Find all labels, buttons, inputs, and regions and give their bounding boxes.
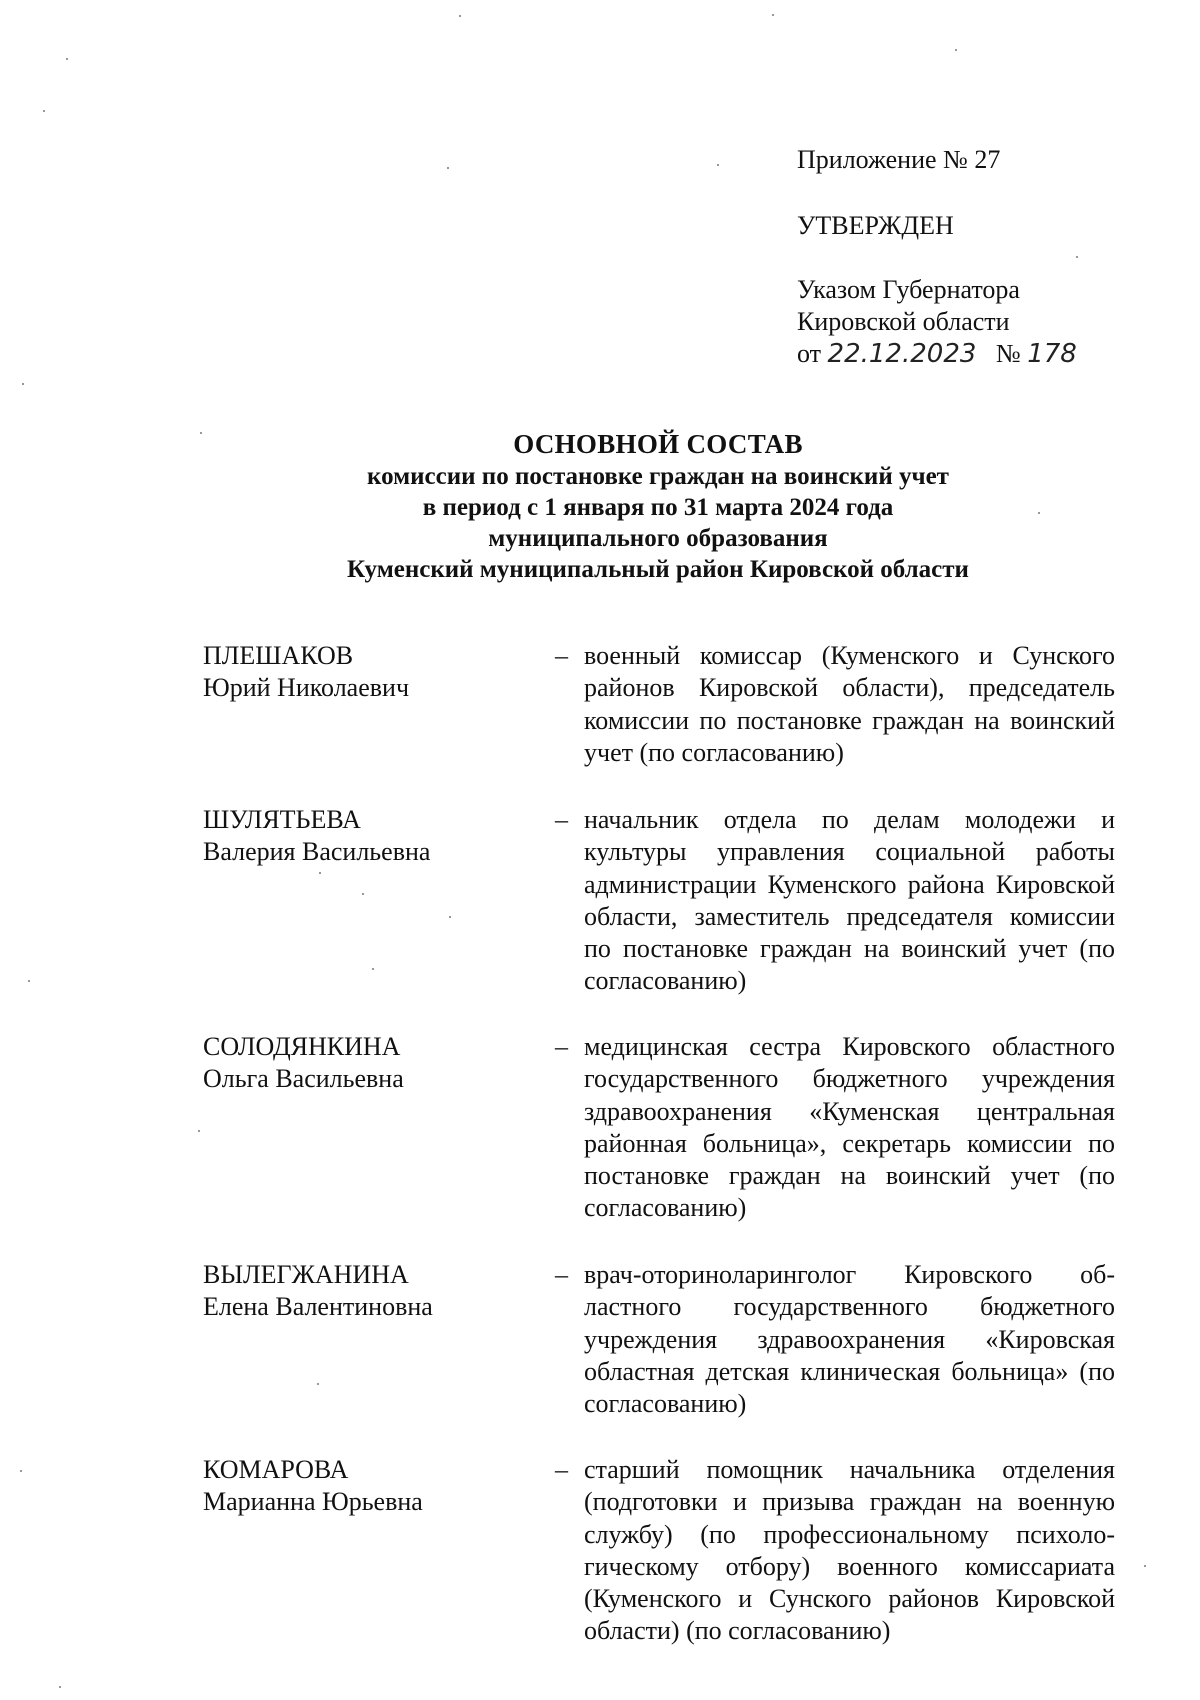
- scan-speck: [22, 383, 24, 385]
- member-name: [203, 640, 503, 704]
- member-surname: ПЛЕШАКОВ: [203, 641, 354, 670]
- member-given-names: Юрий Николаевич: [203, 673, 410, 702]
- title-line-3: муниципального образования: [488, 525, 828, 552]
- scan-speck: [28, 980, 30, 982]
- separator-dash: –: [555, 641, 568, 670]
- handwritten-date: 22.12.2023: [827, 339, 977, 369]
- scan-speck: [66, 58, 68, 60]
- scan-speck: [200, 432, 202, 434]
- separator-dash: –: [555, 1455, 568, 1484]
- member-surname: ВЫЛЕГЖАНИНА: [203, 1260, 409, 1289]
- title-line-2: в период с 1 января по 31 марта 2024 года: [422, 494, 894, 521]
- separator-dash: –: [555, 805, 568, 834]
- title-line-4: Куменский муниципальный район Кировской области: [347, 556, 969, 583]
- decree-line-2: Кировской области: [797, 307, 1010, 336]
- separator-dash: –: [555, 1032, 568, 1061]
- scan-speck: [20, 1470, 22, 1472]
- scan-speck: [1038, 512, 1040, 514]
- scan-speck: [717, 164, 719, 166]
- date-prefix: от: [797, 339, 822, 368]
- appendix-number: Приложение № 27: [797, 145, 1001, 174]
- member-name: [203, 1454, 503, 1518]
- member-given-names: Марианна Юрьевна: [203, 1487, 423, 1516]
- approved-label: УТВЕРЖДЕН: [797, 211, 954, 240]
- handwritten-number: 178: [1027, 339, 1077, 369]
- separator-dash: –: [555, 1260, 568, 1289]
- scan-speck: [43, 110, 45, 112]
- scan-speck: [362, 893, 364, 895]
- member-surname: КОМАРОВА: [203, 1455, 349, 1484]
- scan-speck: [955, 49, 957, 51]
- member-role: старший помощник начальника отделения (подготовки и призыва граждан на военную службу) (по профессиональному психологическому отбору) военного комиссариата (Куменского и Сунского районов Кировской области) (по согласованию): [584, 1455, 1115, 1646]
- scan-speck: [59, 1686, 61, 1688]
- scan-speck: [1144, 1565, 1146, 1567]
- scan-speck: [447, 167, 449, 169]
- scan-speck: [317, 1383, 319, 1385]
- decree-date-line: [797, 338, 1077, 370]
- approval-block: [797, 144, 1077, 370]
- scan-speck: [1076, 256, 1078, 258]
- title-line-1: комиссии по постановке граждан на воинский учет: [367, 463, 949, 490]
- member-name: [203, 1031, 503, 1095]
- document-title: [0, 427, 1200, 585]
- title-main: ОСНОВНОЙ СОСТАВ: [513, 429, 803, 459]
- member-role: медицинская сестра Кировского областного государственного бюджетного учреждения здравоохранения «Куменская центральная районная больница», секретарь комиссии по постановке граждан на воинский учет (по согласованию): [584, 1032, 1115, 1223]
- member-surname: ШУЛЯТЬЕВА: [203, 805, 361, 834]
- scan-speck: [319, 872, 321, 874]
- member-role: начальник отдела по делам молодежи и культуры управления социальной работы администрации Куменского района Кировской области, заместитель председателя комиссии по постановке граждан на воинский учет (по согласованию): [584, 805, 1115, 996]
- member-role: военный комиссар (Куменского и Сунского районов Кировской области), председатель комиссии по постановке граждан на воинский учет (по согласованию): [584, 641, 1115, 767]
- scan-speck: [459, 15, 461, 17]
- member-given-names: Валерия Васильевна: [203, 837, 431, 866]
- member-role: врач-оториноларинголог Кировского областного государственного бюджетного учреждения здравоохранения «Кировская областная детская клиническая больница» (по согласованию): [584, 1260, 1115, 1419]
- member-given-names: Елена Валентиновна: [203, 1292, 433, 1321]
- decree-line-1: Указом Губернатора: [797, 275, 1020, 304]
- scan-speck: [449, 916, 451, 918]
- number-prefix: №: [995, 339, 1021, 368]
- member-surname: СОЛОДЯНКИНА: [203, 1032, 401, 1061]
- member-name: [203, 1259, 503, 1323]
- member-name: [203, 804, 503, 868]
- member-given-names: Ольга Васильевна: [203, 1064, 404, 1093]
- scan-speck: [772, 14, 774, 16]
- scan-speck: [198, 1130, 200, 1132]
- scan-speck: [372, 968, 374, 970]
